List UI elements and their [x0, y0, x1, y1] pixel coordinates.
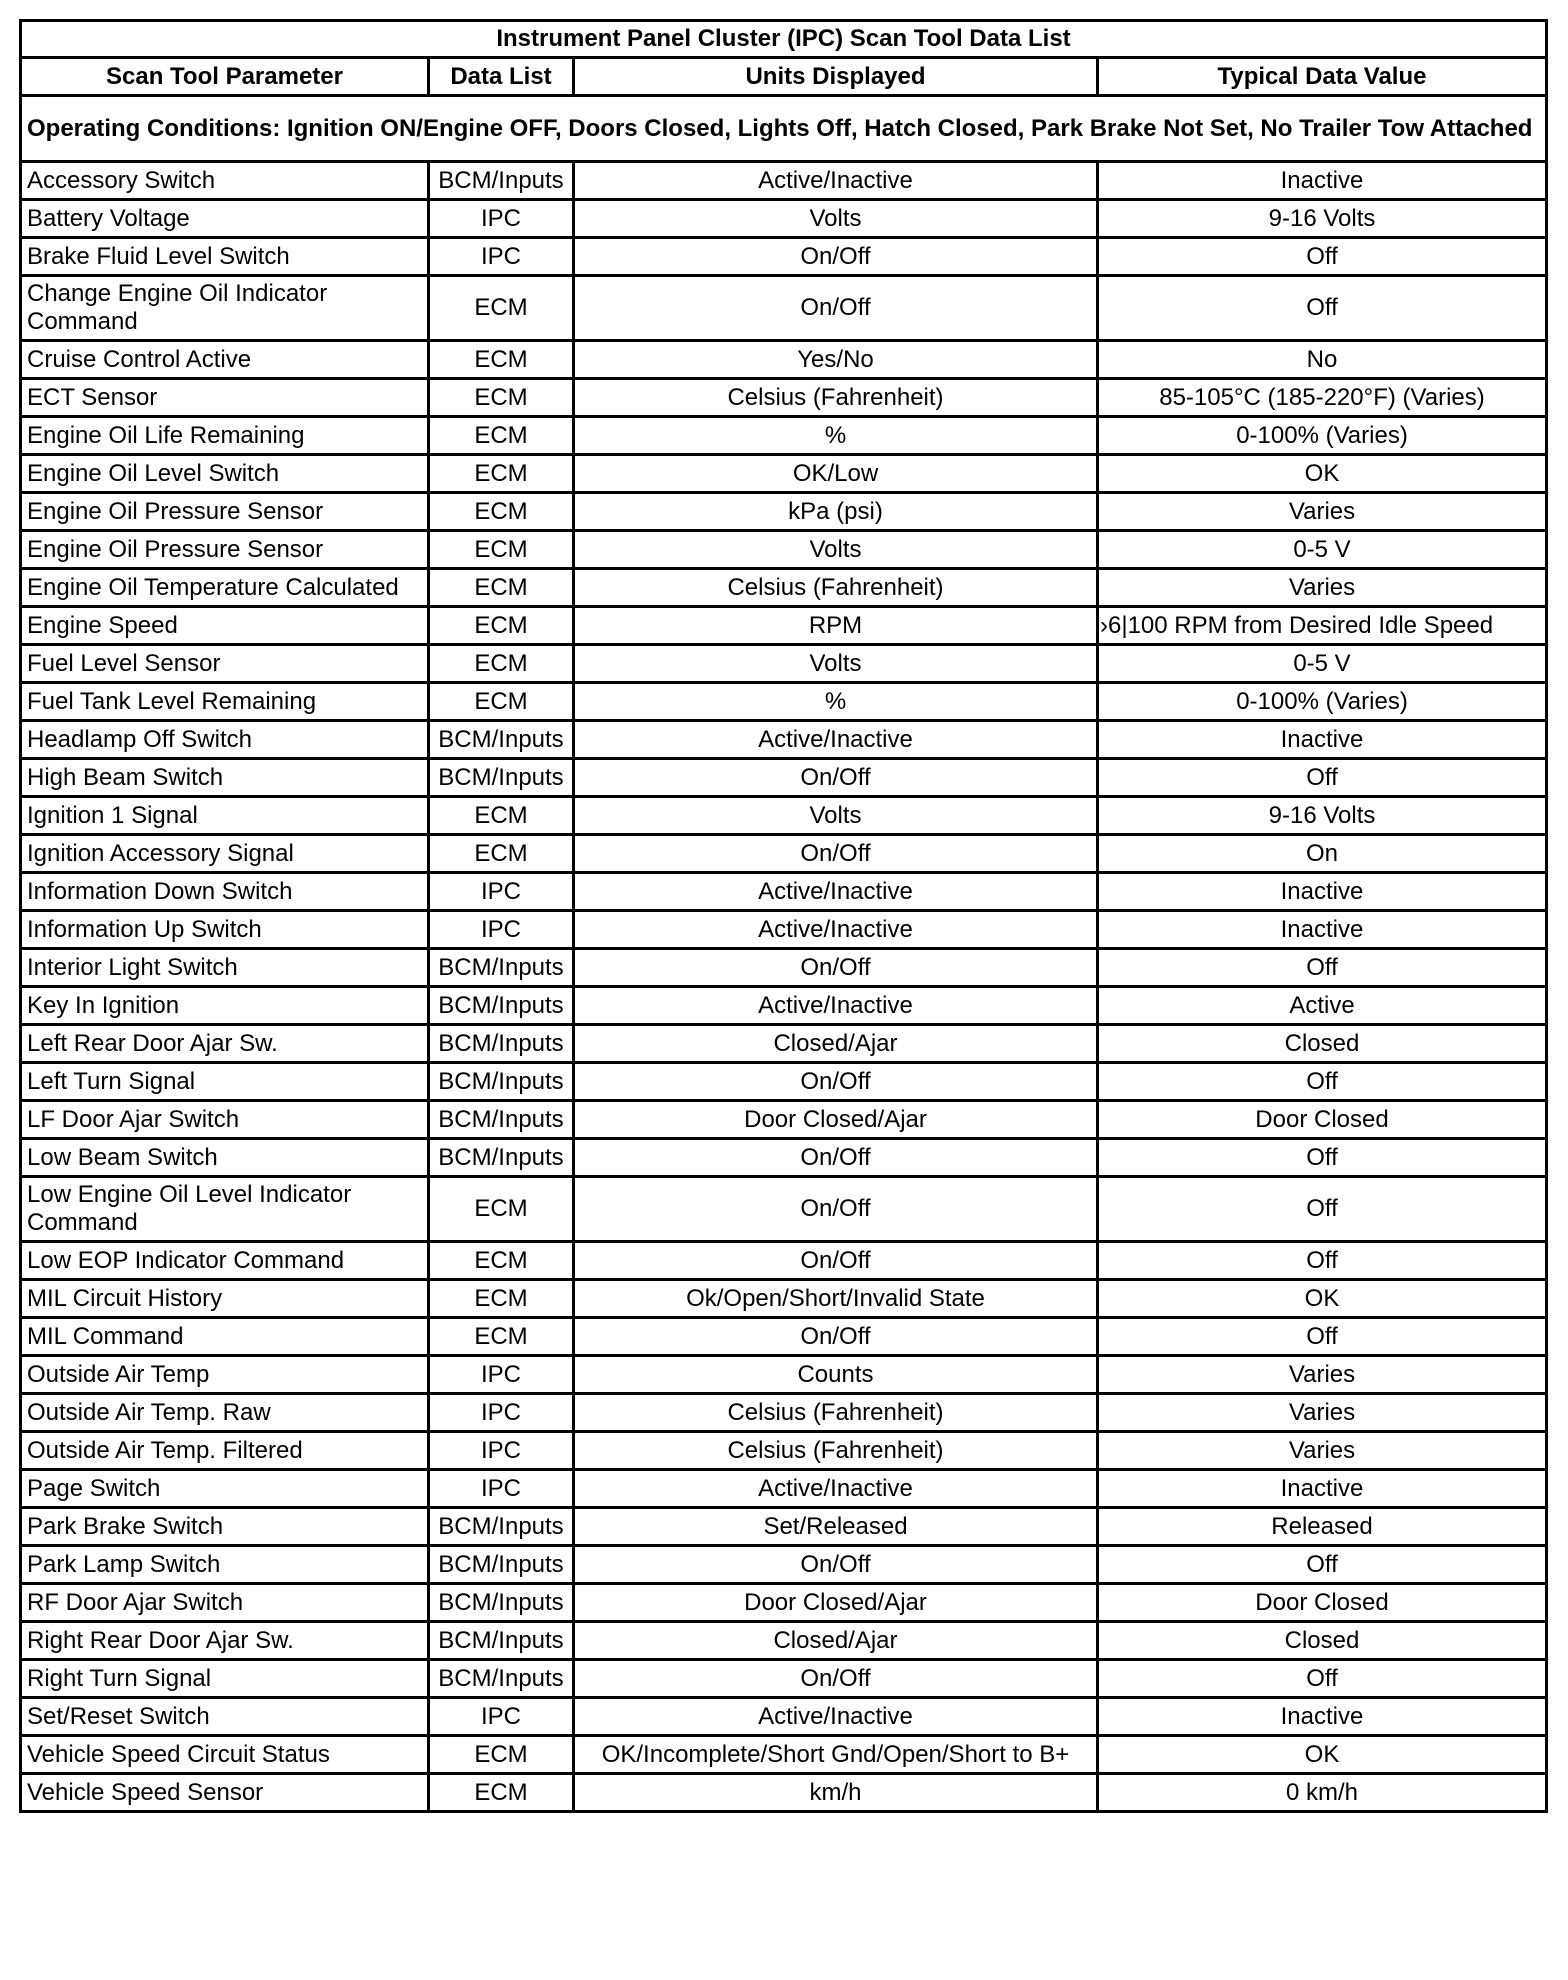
cell-data-list: IPC: [429, 238, 574, 276]
cell-data-list: ECM: [429, 341, 574, 379]
cell-value: OK: [1098, 455, 1547, 493]
cell-units: Celsius (Fahrenheit): [574, 379, 1098, 417]
cell-units: Yes/No: [574, 341, 1098, 379]
cell-value: 0-100% (Varies): [1098, 683, 1547, 721]
cell-units: Set/Released: [574, 1508, 1098, 1546]
cell-value: Closed: [1098, 1025, 1547, 1063]
cell-value: 85-105°C (185-220°F) (Varies): [1098, 379, 1547, 417]
cell-data-list: ECM: [429, 1242, 574, 1280]
cell-value: Varies: [1098, 569, 1547, 607]
table-row: [21, 1177, 1547, 1242]
header-units-displayed: Units Displayed: [574, 58, 1098, 96]
cell-param: Right Rear Door Ajar Sw.: [21, 1622, 429, 1660]
cell-param: Engine Oil Level Switch: [21, 455, 429, 493]
cell-data-list: IPC: [429, 911, 574, 949]
cell-param: Key In Ignition: [21, 987, 429, 1025]
cell-value: 9-16 Volts: [1098, 797, 1547, 835]
cell-data-list: ECM: [429, 455, 574, 493]
table-row: [21, 607, 1547, 645]
cell-units: Volts: [574, 200, 1098, 238]
cell-data-list: ECM: [429, 379, 574, 417]
cell-param: Outside Air Temp. Filtered: [21, 1432, 429, 1470]
cell-data-list: ECM: [429, 531, 574, 569]
cell-data-list: IPC: [429, 1470, 574, 1508]
cell-param: High Beam Switch: [21, 759, 429, 797]
cell-data-list: BCM/Inputs: [429, 1139, 574, 1177]
cell-units: Active/Inactive: [574, 162, 1098, 200]
cell-param: Vehicle Speed Circuit Status: [21, 1736, 429, 1774]
cell-units: On/Off: [574, 1660, 1098, 1698]
cell-data-list: ECM: [429, 1736, 574, 1774]
cell-value: ›6|100 RPM from Desired Idle Speed: [1098, 607, 1547, 645]
cell-value: 0-100% (Varies): [1098, 417, 1547, 455]
cell-units: On/Off: [574, 238, 1098, 276]
table-row: [21, 1736, 1547, 1774]
table-row: [21, 379, 1547, 417]
cell-value: Off: [1098, 1318, 1547, 1356]
cell-param: Cruise Control Active: [21, 341, 429, 379]
cell-value: On: [1098, 835, 1547, 873]
cell-value: Inactive: [1098, 1470, 1547, 1508]
cell-param: Low Beam Switch: [21, 1139, 429, 1177]
cell-units: On/Off: [574, 276, 1098, 341]
cell-units: OK/Incomplete/Short Gnd/Open/Short to B+: [574, 1736, 1098, 1774]
cell-param: Park Brake Switch: [21, 1508, 429, 1546]
cell-data-list: ECM: [429, 835, 574, 873]
cell-data-list: ECM: [429, 493, 574, 531]
header-scan-tool-parameter: Scan Tool Parameter: [21, 58, 429, 96]
cell-units: On/Off: [574, 949, 1098, 987]
cell-value: Varies: [1098, 493, 1547, 531]
cell-units: Closed/Ajar: [574, 1025, 1098, 1063]
cell-param: Engine Oil Pressure Sensor: [21, 531, 429, 569]
cell-param: Information Up Switch: [21, 911, 429, 949]
cell-data-list: ECM: [429, 569, 574, 607]
cell-data-list: ECM: [429, 683, 574, 721]
cell-units: OK/Low: [574, 455, 1098, 493]
cell-data-list: IPC: [429, 1394, 574, 1432]
cell-data-list: BCM/Inputs: [429, 1546, 574, 1584]
table-row: [21, 1394, 1547, 1432]
cell-units: On/Off: [574, 1242, 1098, 1280]
cell-units: kPa (psi): [574, 493, 1098, 531]
cell-units: Active/Inactive: [574, 1698, 1098, 1736]
cell-units: On/Off: [574, 835, 1098, 873]
cell-value: 9-16 Volts: [1098, 200, 1547, 238]
table-row: [21, 1584, 1547, 1622]
table-row: [21, 911, 1547, 949]
cell-data-list: ECM: [429, 607, 574, 645]
table-row: [21, 1470, 1547, 1508]
cell-value: Off: [1098, 759, 1547, 797]
cell-param: Change Engine Oil Indicator Command: [21, 276, 429, 341]
cell-param: Battery Voltage: [21, 200, 429, 238]
table-row: [21, 949, 1547, 987]
cell-units: Volts: [574, 531, 1098, 569]
cell-value: Off: [1098, 949, 1547, 987]
cell-param: Outside Air Temp: [21, 1356, 429, 1394]
cell-data-list: ECM: [429, 276, 574, 341]
cell-value: Varies: [1098, 1394, 1547, 1432]
cell-value: Off: [1098, 238, 1547, 276]
operating-conditions: Operating Conditions: Ignition ON/Engine OFF, Doors Closed, Lights Off, Hatch Closed, Park Brake Not Set, No Trailer Tow Attached: [21, 96, 1547, 162]
cell-param: RF Door Ajar Switch: [21, 1584, 429, 1622]
table-row: [21, 835, 1547, 873]
table-row: [21, 417, 1547, 455]
cell-data-list: BCM/Inputs: [429, 759, 574, 797]
cell-data-list: IPC: [429, 1356, 574, 1394]
cell-units: On/Off: [574, 1139, 1098, 1177]
cell-value: Inactive: [1098, 162, 1547, 200]
cell-param: LF Door Ajar Switch: [21, 1101, 429, 1139]
cell-data-list: BCM/Inputs: [429, 987, 574, 1025]
scan-tool-data-table: [19, 19, 1548, 1813]
cell-data-list: BCM/Inputs: [429, 1660, 574, 1698]
cell-param: Ignition 1 Signal: [21, 797, 429, 835]
cell-data-list: BCM/Inputs: [429, 1101, 574, 1139]
cell-value: Door Closed: [1098, 1584, 1547, 1622]
table-row: [21, 455, 1547, 493]
cell-units: Volts: [574, 797, 1098, 835]
cell-value: Off: [1098, 1242, 1547, 1280]
table-row: [21, 1356, 1547, 1394]
table-row: [21, 1101, 1547, 1139]
cell-param: Set/Reset Switch: [21, 1698, 429, 1736]
table-row: [21, 721, 1547, 759]
cell-data-list: BCM/Inputs: [429, 1622, 574, 1660]
table-row: [21, 276, 1547, 341]
cell-param: Engine Speed: [21, 607, 429, 645]
cell-data-list: BCM/Inputs: [429, 1025, 574, 1063]
table-row: [21, 200, 1547, 238]
cell-units: RPM: [574, 607, 1098, 645]
cell-param: Engine Oil Pressure Sensor: [21, 493, 429, 531]
cell-param: Page Switch: [21, 1470, 429, 1508]
table-row: [21, 569, 1547, 607]
cell-data-list: ECM: [429, 797, 574, 835]
cell-value: Inactive: [1098, 873, 1547, 911]
cell-data-list: ECM: [429, 645, 574, 683]
cell-param: Brake Fluid Level Switch: [21, 238, 429, 276]
table-row: [21, 1025, 1547, 1063]
table-row: [21, 1063, 1547, 1101]
table-row: [21, 683, 1547, 721]
cell-units: Counts: [574, 1356, 1098, 1394]
cell-data-list: IPC: [429, 1698, 574, 1736]
cell-data-list: BCM/Inputs: [429, 949, 574, 987]
table-row: [21, 1318, 1547, 1356]
cell-units: Active/Inactive: [574, 1470, 1098, 1508]
cell-units: Closed/Ajar: [574, 1622, 1098, 1660]
cell-param: MIL Circuit History: [21, 1280, 429, 1318]
cell-param: Park Lamp Switch: [21, 1546, 429, 1584]
cell-data-list: IPC: [429, 200, 574, 238]
cell-param: ECT Sensor: [21, 379, 429, 417]
cell-value: 0-5 V: [1098, 531, 1547, 569]
cell-data-list: ECM: [429, 1280, 574, 1318]
cell-value: OK: [1098, 1736, 1547, 1774]
table-row: [21, 1660, 1547, 1698]
cell-value: Door Closed: [1098, 1101, 1547, 1139]
cell-param: Left Turn Signal: [21, 1063, 429, 1101]
cell-param: Interior Light Switch: [21, 949, 429, 987]
cell-units: Active/Inactive: [574, 873, 1098, 911]
header-typical-data-value: Typical Data Value: [1098, 58, 1547, 96]
cell-value: Released: [1098, 1508, 1547, 1546]
table-row: [21, 531, 1547, 569]
cell-value: OK: [1098, 1280, 1547, 1318]
cell-units: On/Off: [574, 759, 1098, 797]
table-row: [21, 797, 1547, 835]
cell-data-list: BCM/Inputs: [429, 1508, 574, 1546]
table-row: [21, 341, 1547, 379]
cell-data-list: ECM: [429, 1774, 574, 1812]
cell-units: On/Off: [574, 1318, 1098, 1356]
table-row: [21, 162, 1547, 200]
cell-value: Off: [1098, 1546, 1547, 1584]
table-row: [21, 493, 1547, 531]
cell-data-list: ECM: [429, 1177, 574, 1242]
cell-param: Outside Air Temp. Raw: [21, 1394, 429, 1432]
cell-units: Celsius (Fahrenheit): [574, 1394, 1098, 1432]
cell-data-list: ECM: [429, 417, 574, 455]
cell-data-list: IPC: [429, 873, 574, 911]
cell-data-list: BCM/Inputs: [429, 1063, 574, 1101]
cell-units: On/Off: [574, 1546, 1098, 1584]
cell-value: Off: [1098, 1063, 1547, 1101]
table-title-row: [21, 21, 1547, 58]
cell-value: Off: [1098, 1139, 1547, 1177]
document-page: [19, 19, 1545, 1813]
column-header-row: [21, 58, 1547, 96]
cell-data-list: ECM: [429, 1318, 574, 1356]
cell-param: Ignition Accessory Signal: [21, 835, 429, 873]
cell-param: Information Down Switch: [21, 873, 429, 911]
cell-param: Left Rear Door Ajar Sw.: [21, 1025, 429, 1063]
cell-param: Headlamp Off Switch: [21, 721, 429, 759]
cell-data-list: IPC: [429, 1432, 574, 1470]
cell-units: Volts: [574, 645, 1098, 683]
cell-units: %: [574, 417, 1098, 455]
table-row: [21, 873, 1547, 911]
cell-data-list: BCM/Inputs: [429, 1584, 574, 1622]
cell-data-list: BCM/Inputs: [429, 162, 574, 200]
cell-param: Vehicle Speed Sensor: [21, 1774, 429, 1812]
header-data-list: Data List: [429, 58, 574, 96]
cell-value: Inactive: [1098, 911, 1547, 949]
table-row: [21, 1242, 1547, 1280]
cell-value: Off: [1098, 1660, 1547, 1698]
cell-param: Low EOP Indicator Command: [21, 1242, 429, 1280]
cell-param: Accessory Switch: [21, 162, 429, 200]
table-row: [21, 1774, 1547, 1812]
cell-units: Celsius (Fahrenheit): [574, 569, 1098, 607]
table-row: [21, 1432, 1547, 1470]
cell-units: Door Closed/Ajar: [574, 1584, 1098, 1622]
cell-units: On/Off: [574, 1177, 1098, 1242]
cell-value: Off: [1098, 276, 1547, 341]
cell-units: Active/Inactive: [574, 911, 1098, 949]
table-row: [21, 1139, 1547, 1177]
cell-param: Right Turn Signal: [21, 1660, 429, 1698]
cell-value: Closed: [1098, 1622, 1547, 1660]
cell-data-list: BCM/Inputs: [429, 721, 574, 759]
table-row: [21, 1698, 1547, 1736]
cell-param: MIL Command: [21, 1318, 429, 1356]
cell-value: No: [1098, 341, 1547, 379]
cell-units: On/Off: [574, 1063, 1098, 1101]
cell-units: Active/Inactive: [574, 987, 1098, 1025]
cell-units: Celsius (Fahrenheit): [574, 1432, 1098, 1470]
cell-value: Inactive: [1098, 1698, 1547, 1736]
cell-param: Fuel Tank Level Remaining: [21, 683, 429, 721]
cell-value: Varies: [1098, 1432, 1547, 1470]
cell-units: Ok/Open/Short/Invalid State: [574, 1280, 1098, 1318]
table-row: [21, 1546, 1547, 1584]
table-row: [21, 1280, 1547, 1318]
cell-param: Engine Oil Life Remaining: [21, 417, 429, 455]
table-row: [21, 759, 1547, 797]
table-title: Instrument Panel Cluster (IPC) Scan Tool Data List: [21, 21, 1547, 58]
cell-param: Fuel Level Sensor: [21, 645, 429, 683]
cell-value: Varies: [1098, 1356, 1547, 1394]
cell-units: %: [574, 683, 1098, 721]
cell-value: 0 km/h: [1098, 1774, 1547, 1812]
table-row: [21, 645, 1547, 683]
cell-value: 0-5 V: [1098, 645, 1547, 683]
cell-param: Low Engine Oil Level Indicator Command: [21, 1177, 429, 1242]
cell-value: Off: [1098, 1177, 1547, 1242]
table-row: [21, 1508, 1547, 1546]
table-body: [21, 162, 1547, 1812]
table-row: [21, 238, 1547, 276]
cell-units: Active/Inactive: [574, 721, 1098, 759]
table-row: [21, 987, 1547, 1025]
cell-param: Engine Oil Temperature Calculated: [21, 569, 429, 607]
operating-conditions-row: [21, 96, 1547, 162]
cell-units: Door Closed/Ajar: [574, 1101, 1098, 1139]
cell-units: km/h: [574, 1774, 1098, 1812]
table-row: [21, 1622, 1547, 1660]
cell-value: Active: [1098, 987, 1547, 1025]
cell-value: Inactive: [1098, 721, 1547, 759]
